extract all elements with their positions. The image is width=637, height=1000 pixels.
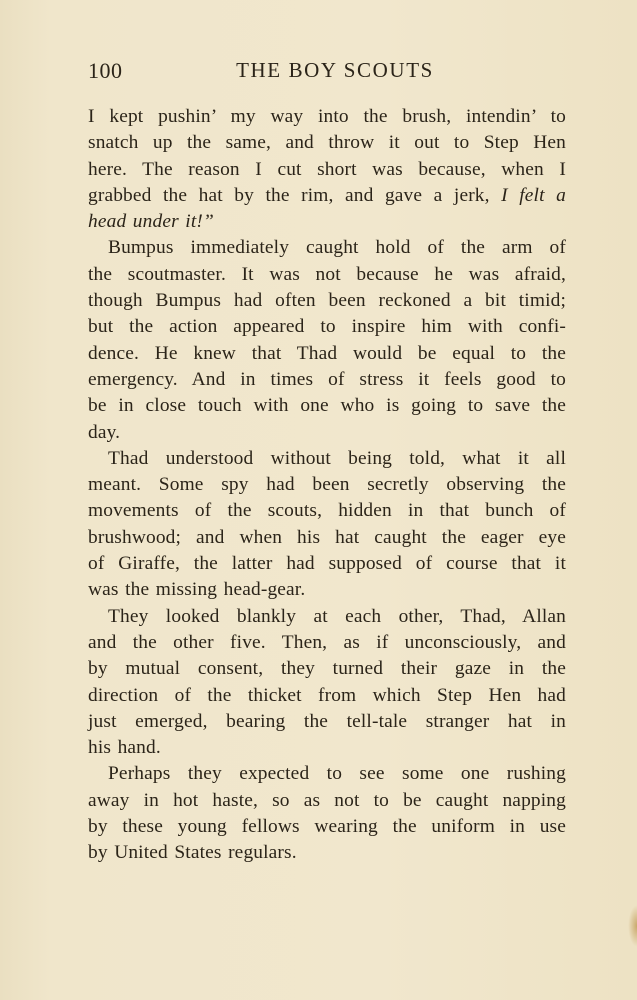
text-line: direction of the thicket from which Step Hen had: [88, 684, 566, 706]
text-line: dence. He knew that Thad would be equal to the: [88, 342, 566, 364]
text-line: head under it!”: [88, 211, 214, 233]
text-line: Thad understood without being told, what it all: [108, 447, 566, 469]
text-line: just emerged, bearing the tell-tale stranger hat in: [88, 710, 566, 732]
text-line: here. The reason I cut short was because, when I: [88, 158, 566, 180]
text-line: emergency. And in times of stress it feels good to: [88, 368, 566, 390]
italic-text-segment: I felt a: [501, 184, 566, 206]
paragraph: [88, 235, 566, 445]
paragraph: [88, 104, 566, 235]
text-line: I kept pushin’ my way into the brush, intendin’ to: [88, 106, 566, 127]
text-line: and the other five. Then, as if unconsciously, and: [88, 631, 566, 653]
text-line: was the missing head-gear.: [88, 579, 306, 601]
text-line: the scoutmaster. It was not because he was afraid,: [88, 263, 566, 285]
paragraph: [88, 446, 566, 604]
text-line: day.: [88, 421, 121, 443]
text-line: though Bumpus had often been reckoned a bit timid;: [88, 290, 566, 312]
body-text: [88, 104, 566, 867]
text-segment: grabbed the hat by the rim, and gave a jerk,: [88, 184, 502, 206]
text-line: away in hot haste, so as not to be caught napping: [88, 789, 566, 811]
text-line-with-italic: [88, 183, 566, 209]
page-header: [88, 58, 570, 88]
paragraph: [88, 604, 566, 762]
text-line: Perhaps they expected to see some one rushing: [108, 763, 566, 785]
page-edge-stain: [628, 905, 637, 947]
text-line: by United States regulars.: [88, 842, 297, 864]
text-line: movements of the scouts, hidden in that bunch of: [88, 500, 566, 522]
text-line: of Giraffe, the latter had supposed of course that it: [88, 553, 566, 575]
text-line: They looked blankly at each other, Thad, Allan: [108, 605, 566, 627]
text-line: meant. Some spy had been secretly observing the: [88, 474, 566, 496]
text-line: his hand.: [88, 737, 161, 759]
text-line: Bumpus immediately caught hold of the arm of: [108, 237, 566, 259]
paragraph: [88, 761, 566, 866]
page-number: 100: [88, 58, 123, 83]
text-line: but the action appeared to inspire him with confi-: [88, 316, 566, 338]
running-title: THE BOY SCOUTS: [236, 58, 434, 82]
text-line: be in close touch with one who is going to save the: [88, 395, 566, 417]
text-line: snatch up the same, and throw it out to Step Hen: [88, 132, 566, 154]
text-line: by these young fellows wearing the uniform in use: [88, 816, 566, 838]
text-line: by mutual consent, they turned their gaze in the: [88, 658, 566, 680]
text-line: brushwood; and when his hat caught the eager eye: [88, 526, 566, 548]
